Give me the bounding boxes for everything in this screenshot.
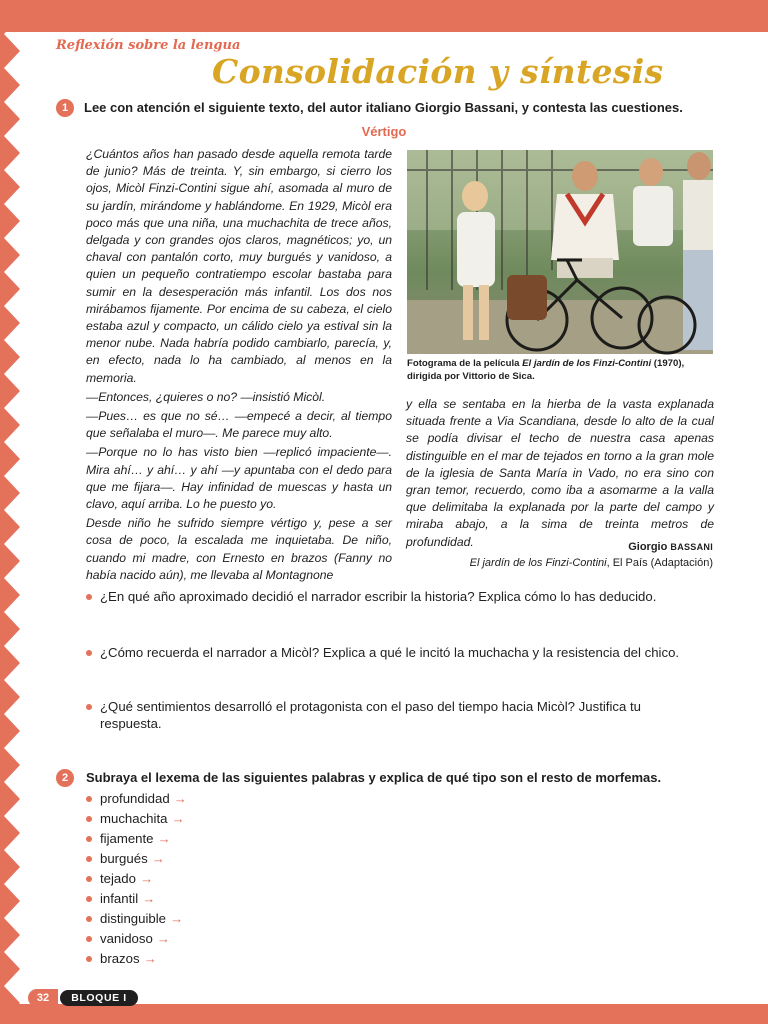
question-text: ¿En qué año aproximado decidió el narrador escribir la historia? Explica cómo lo has deducido. <box>100 589 657 604</box>
arrow-icon: → <box>157 831 171 846</box>
bullet-icon <box>86 704 92 710</box>
section-label: Reflexión sobre la lengua <box>56 38 241 53</box>
word-text: fijamente <box>100 831 154 846</box>
question-item <box>86 698 706 732</box>
word-list <box>86 790 386 970</box>
word-text: vanidoso <box>100 931 153 946</box>
word-item <box>86 910 386 930</box>
source-reference <box>406 556 713 570</box>
page-title: Consolidación y síntesis <box>212 52 664 91</box>
photo-caption <box>407 357 717 383</box>
word-item <box>86 830 386 850</box>
text-title: Vértigo <box>361 124 407 139</box>
story-paragraph: —Pues… es que no sé… —empecé a decir, al tiempo que señalaba el muro—. Me parece muy alto. <box>86 409 392 441</box>
bullet-icon <box>86 816 92 822</box>
story-paragraph: ¿Cuántos años han pasado desde aquella remota tarde de junio? Más de treinta. Y, sin embargo, si cierro los ojos, Micòl Finzi-Contini sigue ahí, asomada al muro de su jardín, mirándome y hablándome. En 1929, Micòl era poco más que una niña, una muchachita de trece años, delgada y con grandes ojos claros, magnéticos; yo, un chaval con pantalón corto, muy burgués y vanidoso, a quien un pequeño contratiempo escolar bastaba para sumir en la desesperación más infantil. Los dos nos mirábamos fijamente. Por encima de su cabeza, el cielo estaba azul y compacto, un cálido cielo ya estival sin la menor nube. Nada habría podido cambiarlo, parecía, y, en efecto, nada lo ha cambiado, al menos en la memoria. <box>86 147 392 385</box>
story-paragraph: —Entonces, ¿quieres o no? —insistió Micòl. <box>86 389 326 404</box>
word-item <box>86 790 386 810</box>
word-text: profundidad <box>100 791 170 806</box>
source-rest: , El País (Adaptación) <box>606 557 713 569</box>
story-paragraph: Desde niño he sufrido siempre vértigo y, pese a ser cosa de poco, la escalada me inquietaba. De niño, cuando mi madre, con Ernesto en brazos (Fanny no había nacido aún), me llevaba al Montagnone <box>86 516 392 582</box>
word-item <box>86 950 386 970</box>
zigzag-border <box>0 0 30 1024</box>
bullet-icon <box>86 594 92 600</box>
author-first-name: Giorgio <box>628 541 671 553</box>
bullet-icon <box>86 956 92 962</box>
page-number: 32 <box>28 989 58 1007</box>
bullet-icon <box>86 896 92 902</box>
bullet-icon <box>86 936 92 942</box>
arrow-icon: → <box>156 931 170 946</box>
question-text: ¿Qué sentimientos desarrolló el protagonista con el paso del tiempo hacia Micòl? Justifica tu respuesta. <box>100 699 641 731</box>
arrow-icon: → <box>171 811 185 826</box>
arrow-icon: → <box>173 791 187 806</box>
word-text: muchachita <box>100 811 168 826</box>
word-item <box>86 930 386 950</box>
arrow-icon: → <box>143 951 157 966</box>
word-text: distinguible <box>100 911 166 926</box>
bullet-icon <box>86 876 92 882</box>
author-name <box>406 541 713 553</box>
bullet-icon <box>86 916 92 922</box>
word-item <box>86 890 386 910</box>
word-item <box>86 850 386 870</box>
source-title: El jardín de los Finzi-Contini <box>469 557 607 569</box>
story-text-right-column <box>406 396 714 553</box>
bullet-icon <box>86 796 92 802</box>
exercise-instruction: Subraya el lexema de las siguientes palabras y explica de qué tipo son el resto de morfemas. <box>86 770 662 785</box>
bullet-icon <box>86 856 92 862</box>
arrow-icon: → <box>139 871 154 886</box>
caption-prefix: Fotograma de la película <box>407 358 523 369</box>
question-text: ¿Cómo recuerda el narrador a Micòl? Explica a qué le incitó la muchacha y la resistencia del chico. <box>100 645 680 660</box>
question-item <box>86 588 706 605</box>
exercise-number-badge: 2 <box>56 769 74 787</box>
arrow-icon: → <box>151 851 165 866</box>
word-item <box>86 810 386 830</box>
arrow-icon: → <box>142 891 156 906</box>
word-item <box>86 870 386 890</box>
bottom-color-band <box>0 1004 768 1024</box>
question-item <box>86 644 706 661</box>
author-last-name: BASSANI <box>670 542 713 552</box>
story-text-left-column <box>86 146 392 582</box>
exercise-number-badge: 1 <box>56 99 74 117</box>
question-list <box>86 588 706 738</box>
caption-film-title: El jardín de los Finzi-Contini <box>522 358 652 369</box>
story-paragraph: y ella se sentaba en la hierba de la vasta explanada situada frente a Via Scandiana, desde lo alto de la cual se podía divisar el techo de nuestra casa apenas distinguible en el mar de tejados en torno a la gran mole de la iglesia de Santa María in Vado, no era sino con gran temor, recuerdo, como iba a asomarme a la valla que delimitaba la explanada por la parte del campo y miraba abajo, a la sima de treinta metros de profundidad. <box>406 397 714 549</box>
word-text: brazos <box>100 951 140 966</box>
word-text: tejado <box>100 871 136 886</box>
exercise-instruction: Lee con atención el siguiente texto, del autor italiano Giorgio Bassani, y contesta las cuestiones. <box>84 100 683 115</box>
arrow-icon: → <box>169 911 184 926</box>
bullet-icon <box>86 650 92 656</box>
caption-suffix: (1970), dirigida por Vittorio de Sica. <box>407 358 685 382</box>
word-text: infantil <box>100 891 139 906</box>
top-color-band <box>0 0 768 32</box>
bullet-icon <box>86 836 92 842</box>
story-paragraph: —Porque no lo has visto bien —replicó impaciente—. Mira ahí… y ahí… y ahí —y apuntaba con el dedo para que me fijara—. Hay infinidad de muescas y hasta un clavo, aquí arriba. Lo he puesto yo. <box>86 445 392 512</box>
word-text: burgués <box>100 851 148 866</box>
film-still-photo <box>407 150 713 354</box>
block-label: BLOQUE I <box>60 990 138 1006</box>
